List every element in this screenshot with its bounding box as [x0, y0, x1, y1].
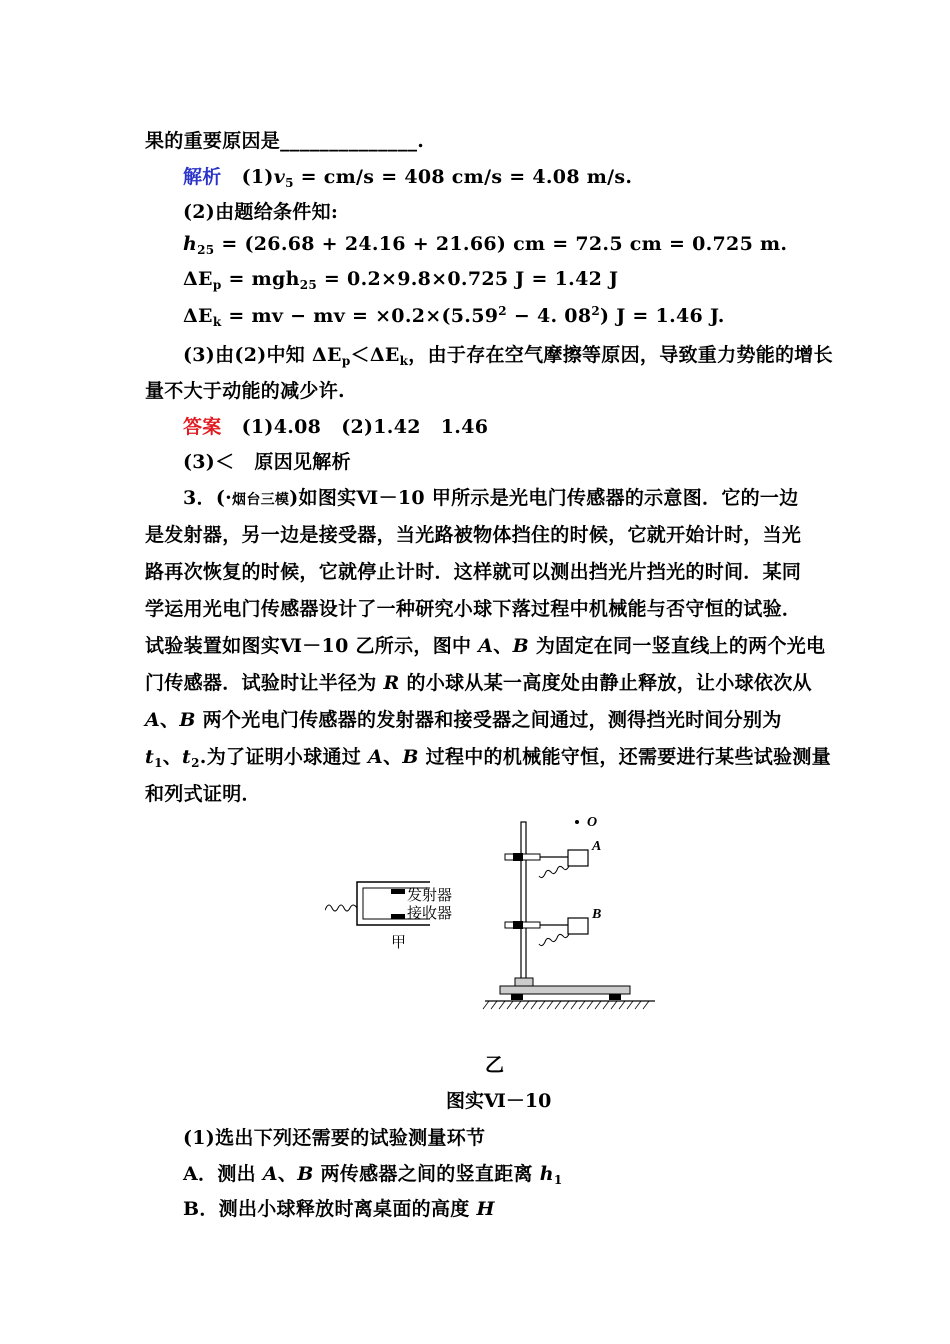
- question-3-line: 路再次恢复的时候，它就停止计时．这样就可以测出挡光片挡光的时间．某同: [145, 561, 802, 583]
- question-3-line: 门传感器．试验时让半径为 R 的小球从某一高度处由静止释放，让小球依次从: [145, 672, 812, 694]
- apparatus-figure: [325, 810, 665, 1025]
- question-3-line: 和列式证明．: [145, 783, 261, 805]
- answer-label: 答案: [183, 416, 222, 438]
- stand-pole: [521, 822, 526, 980]
- answer-line-1: 答案 (1)4.08 (2)1.42 1.46: [183, 416, 489, 438]
- photogate-A: [568, 850, 588, 866]
- equation-delta-ep: $\Delta E_p = mgh_{25} = 0.2\times 9.8\times 0.725$ J = 1.42 J: [183, 268, 619, 292]
- stand-diagram: [483, 815, 655, 1009]
- source-tag: 烟台三模: [232, 492, 290, 508]
- option-A: A．测出 A、B 两传感器之间的竖直距离 $h_1$: [183, 1163, 563, 1187]
- figure-caption: 图实Ⅵ－10: [446, 1090, 552, 1112]
- question-3-line: 学运用光电门传感器设计了一种研究小球下落过程中机械能与否守恒的试验．: [145, 598, 802, 620]
- equation-delta-ek: $\Delta E_k$ = mv − mv = $\times 0.2\times(5.59^2 - 4$. $08^2$) J = 1.46 J.: [183, 304, 725, 329]
- release-point-O: [575, 820, 579, 824]
- receiver-label: 接收器: [407, 905, 453, 922]
- analysis-label: 解析: [183, 166, 222, 188]
- label-O: O: [587, 815, 598, 830]
- text-line: (2)由题给条件知:: [183, 201, 339, 223]
- question-3-line: A、B 两个光电门传感器的发射器和接受器之间通过，测得挡光时间分别为: [145, 709, 782, 731]
- receiver-block: [391, 914, 405, 919]
- emitter-block: [391, 889, 405, 894]
- equation-h25: $h_{25} = (26.68 + 24.16 + 21.66)$ cm = 72.5 cm = 0.725 m.: [183, 233, 788, 257]
- sub-question-1: (1)选出下列还需要的试验测量环节: [183, 1127, 486, 1149]
- photogate-diagram: [325, 882, 452, 951]
- option-B: B．测出小球释放时离桌面的高度 H: [183, 1198, 495, 1220]
- stand-base: [500, 986, 630, 994]
- question-3-line: 试验装置如图实Ⅵ－10 乙所示，图中 A、B 为固定在同一竖直线上的两个光电: [145, 635, 826, 657]
- text-line: 量不大于动能的减少许.: [145, 380, 345, 402]
- text-line: (3)由(2)中知 $\Delta E_p<\Delta E_k$，由于存在空气摩擦等原因，导致重力势能的增长: [183, 344, 833, 368]
- question-3-line: 是发射器，另一边是接受器，当光路被物体挡住的时候，它就开始计时，当光: [145, 524, 802, 546]
- figure-jia-label: 甲: [391, 934, 407, 951]
- question-3-line: $t_1$、$t_2$.为了证明小球通过 A、B 过程中的机械能守恒，还需要进行某些试验测量: [145, 746, 831, 770]
- label-B: B: [592, 907, 602, 922]
- photogate-B: [568, 918, 588, 934]
- analysis-line-1: 解析 $(1)v_5 = cm/s = 408$ cm/s = 4.08 m/s.: [183, 166, 633, 190]
- figure-yi-label: 乙: [485, 1054, 505, 1076]
- text-line: 果的重要原因是______________.: [145, 130, 425, 152]
- emitter-label: 发射器: [407, 887, 453, 904]
- question-3-line: 3．(·烟台三模)如图实Ⅵ－10 甲所示是光电门传感器的示意图．它的一边: [183, 487, 799, 509]
- answer-line-2: (3)＜ 原因见解析: [183, 451, 351, 473]
- label-A: A: [592, 839, 602, 854]
